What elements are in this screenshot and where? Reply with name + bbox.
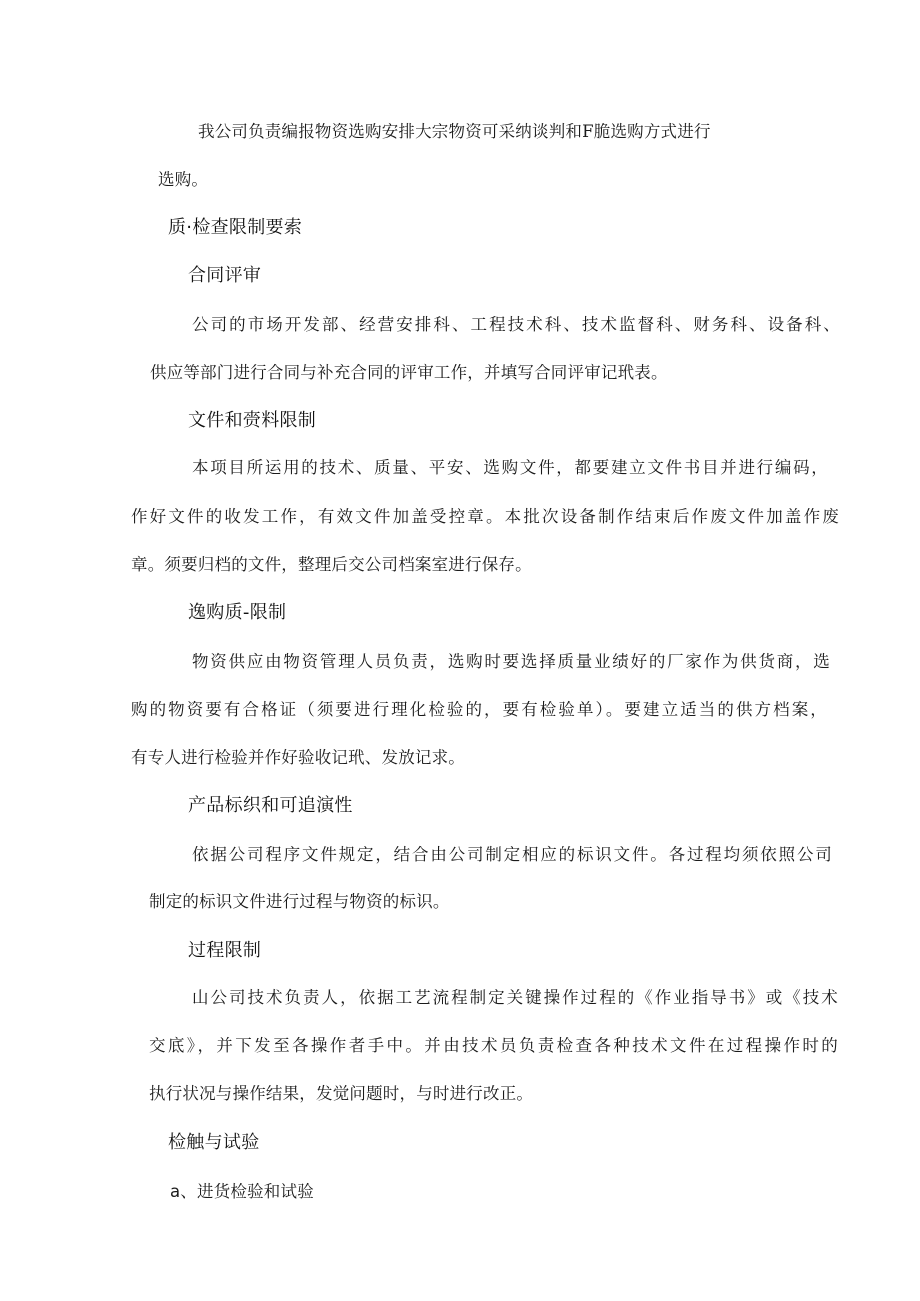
paragraph-line: 有专人进行检验并作好验收记玳、发放记求。 (131, 748, 465, 767)
paragraph-line: 物资供应由物资管理人员负责，选购时要选择质量业绩好的厂家作为供货商，选 (192, 652, 830, 671)
paragraph-line: 交底》，并下发至各操作者手中。并由技术员负责检查各种技术文件在过程操作时的 (149, 1036, 838, 1055)
heading-process-control: 过程限制 (188, 940, 262, 961)
paragraph-line: 章。须要归档的文件，整理后交公司档案室进行保存。 (131, 555, 532, 574)
heading-inspection-testing: 检触与试验 (168, 1132, 260, 1153)
paragraph-line: 供应等部门进行合同与补充合同的评审工作，并填写合同评审记玳表。 (150, 363, 668, 382)
paragraph-line: 购的物资要有合格证（须要进行理化检验的，要有检验单）。要建立适当的供方档案， (131, 700, 827, 719)
heading-procurement-quality: 逸购质-限制 (188, 602, 287, 623)
paragraph-line: 本项目所运用的技术、质量、平安、选购文件，都要建立文件书目并进行编码， (192, 458, 828, 477)
heading-contract-review: 合同评审 (188, 265, 262, 286)
heading-document-control: 文件和赍料限制 (188, 410, 317, 431)
intro-line-1: 我公司负责编报物资选购安排大宗物资可采纳谈判和F脆选购方式进行 (198, 122, 711, 141)
paragraph-line: 公司的市场开发部、经营安排科、工程技术科、技术监督科、财务科、设备科、 (192, 315, 840, 334)
paragraph-line: 制定的标识文件进行过程与物资的标识。 (149, 892, 450, 911)
section-title: 质·检查限制要索 (168, 217, 303, 238)
paragraph-line: 山公司技术负责人，依据工艺流程制定关键操作过程的《作业指导书》或《技术 (192, 988, 838, 1007)
paragraph-line: 执行状况与操作结果，发觉问题时，与时进行改正。 (149, 1084, 534, 1103)
heading-product-identification: 产品标织和可追演性 (188, 795, 353, 816)
list-item-incoming-inspection: a、进货检验和试验 (170, 1182, 314, 1201)
paragraph-line: 作好文件的收发工作，有效文件加盖受控章。本批次设备制作结束后作废文件加盖作废 (131, 507, 839, 526)
intro-line-2: 选购。 (158, 170, 209, 189)
paragraph-line: 依据公司程序文件规定，结合由公司制定相应的标识文件。各过程均须依照公司 (192, 845, 832, 864)
